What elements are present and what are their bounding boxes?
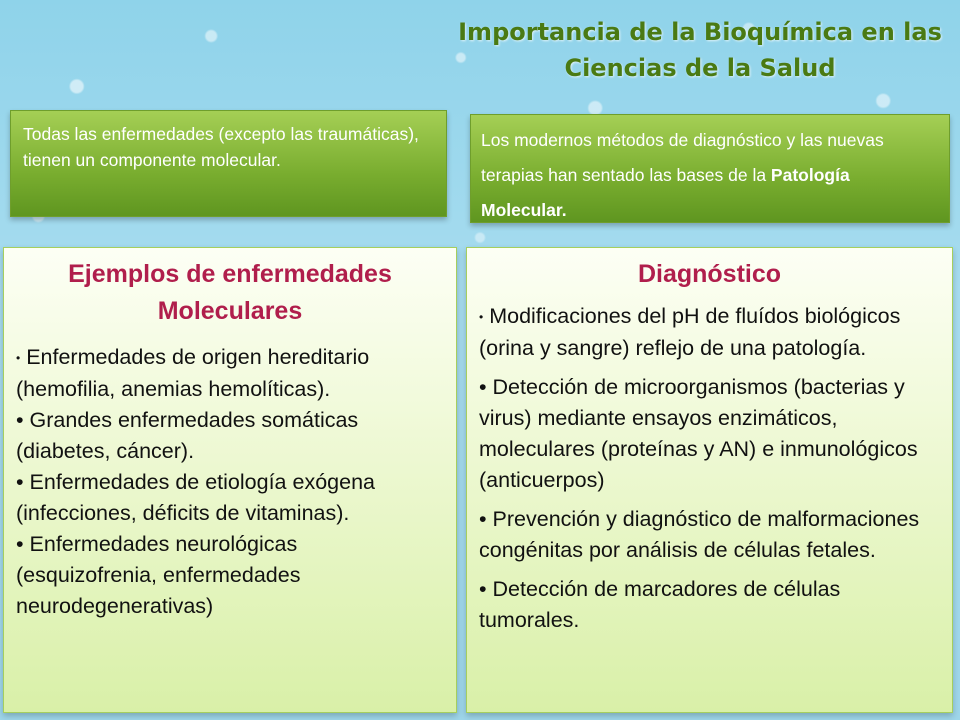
- list-item: [16, 467, 444, 529]
- molecular-diseases-title-line-1: Ejemplos de enfermedades: [68, 260, 392, 288]
- slide-title: [440, 14, 960, 86]
- bullet-icon: •: [479, 506, 487, 531]
- list-item: [16, 405, 444, 467]
- diagnosis-list: [479, 301, 940, 636]
- list-item: [479, 504, 940, 566]
- list-item: [16, 342, 444, 405]
- list-item-text: Enfermedades neurológicas (esquizofrenia, enfermedades neurodegenerativas): [16, 531, 301, 618]
- list-item: [479, 372, 940, 496]
- molecular-diseases-title: [16, 256, 444, 330]
- bullet-icon: •: [16, 531, 24, 556]
- list-item: [479, 574, 940, 636]
- diagnosis-panel: [466, 247, 953, 713]
- bullet-icon: •: [16, 469, 24, 494]
- bullet-icon: •: [479, 576, 487, 601]
- molecular-pathology-box: [470, 114, 950, 223]
- bullet-icon: •: [16, 407, 24, 432]
- molecular-pathology-bold: Patología Molecular.: [481, 165, 850, 220]
- list-item-text: Detección de microorganismos (bacterias y virus) mediante ensayos enzimáticos, moleculares (proteínas y AN) e inmunológicos (anticuerpos): [479, 374, 918, 492]
- list-item-text: Prevención y diagnóstico de malformaciones congénitas por análisis de células fetales.: [479, 506, 920, 562]
- bullet-icon: •: [479, 374, 487, 399]
- list-item-text: Enfermedades de origen hereditario (hemofilia, anemias hemolíticas).: [16, 345, 370, 401]
- molecular-diseases-title-line-2: Moleculares: [157, 297, 303, 325]
- molecular-diseases-list: [16, 342, 444, 622]
- diagnosis-title: Diagnóstico: [637, 260, 782, 288]
- molecular-pathology-text: Los modernos métodos de diagnóstico y las nuevas terapias han sentado las bases de la: [481, 130, 899, 185]
- list-item-text: Modificaciones del pH de fluídos biológicos (orina y sangre) reflejo de una patología.: [479, 304, 901, 360]
- molecular-component-text: Todas las enfermedades (excepto las traumáticas), tienen un componente molecular.: [23, 124, 419, 170]
- list-item: [16, 529, 444, 622]
- list-item-text: Detección de marcadores de células tumorales.: [479, 576, 841, 632]
- molecular-diseases-panel: [3, 247, 457, 713]
- molecular-component-box: [10, 110, 447, 217]
- list-item: [479, 301, 940, 364]
- bullet-icon: •: [479, 309, 484, 324]
- list-item-text: Grandes enfermedades somáticas (diabetes, cáncer).: [16, 407, 359, 463]
- slide-title-line-1: Importancia de la Bioquímica en las: [458, 18, 942, 46]
- list-item-text: Enfermedades de etiología exógena (infecciones, déficits de vitaminas).: [16, 469, 375, 525]
- slide-title-line-2: Ciencias de la Salud: [564, 54, 836, 82]
- bullet-icon: •: [16, 350, 21, 365]
